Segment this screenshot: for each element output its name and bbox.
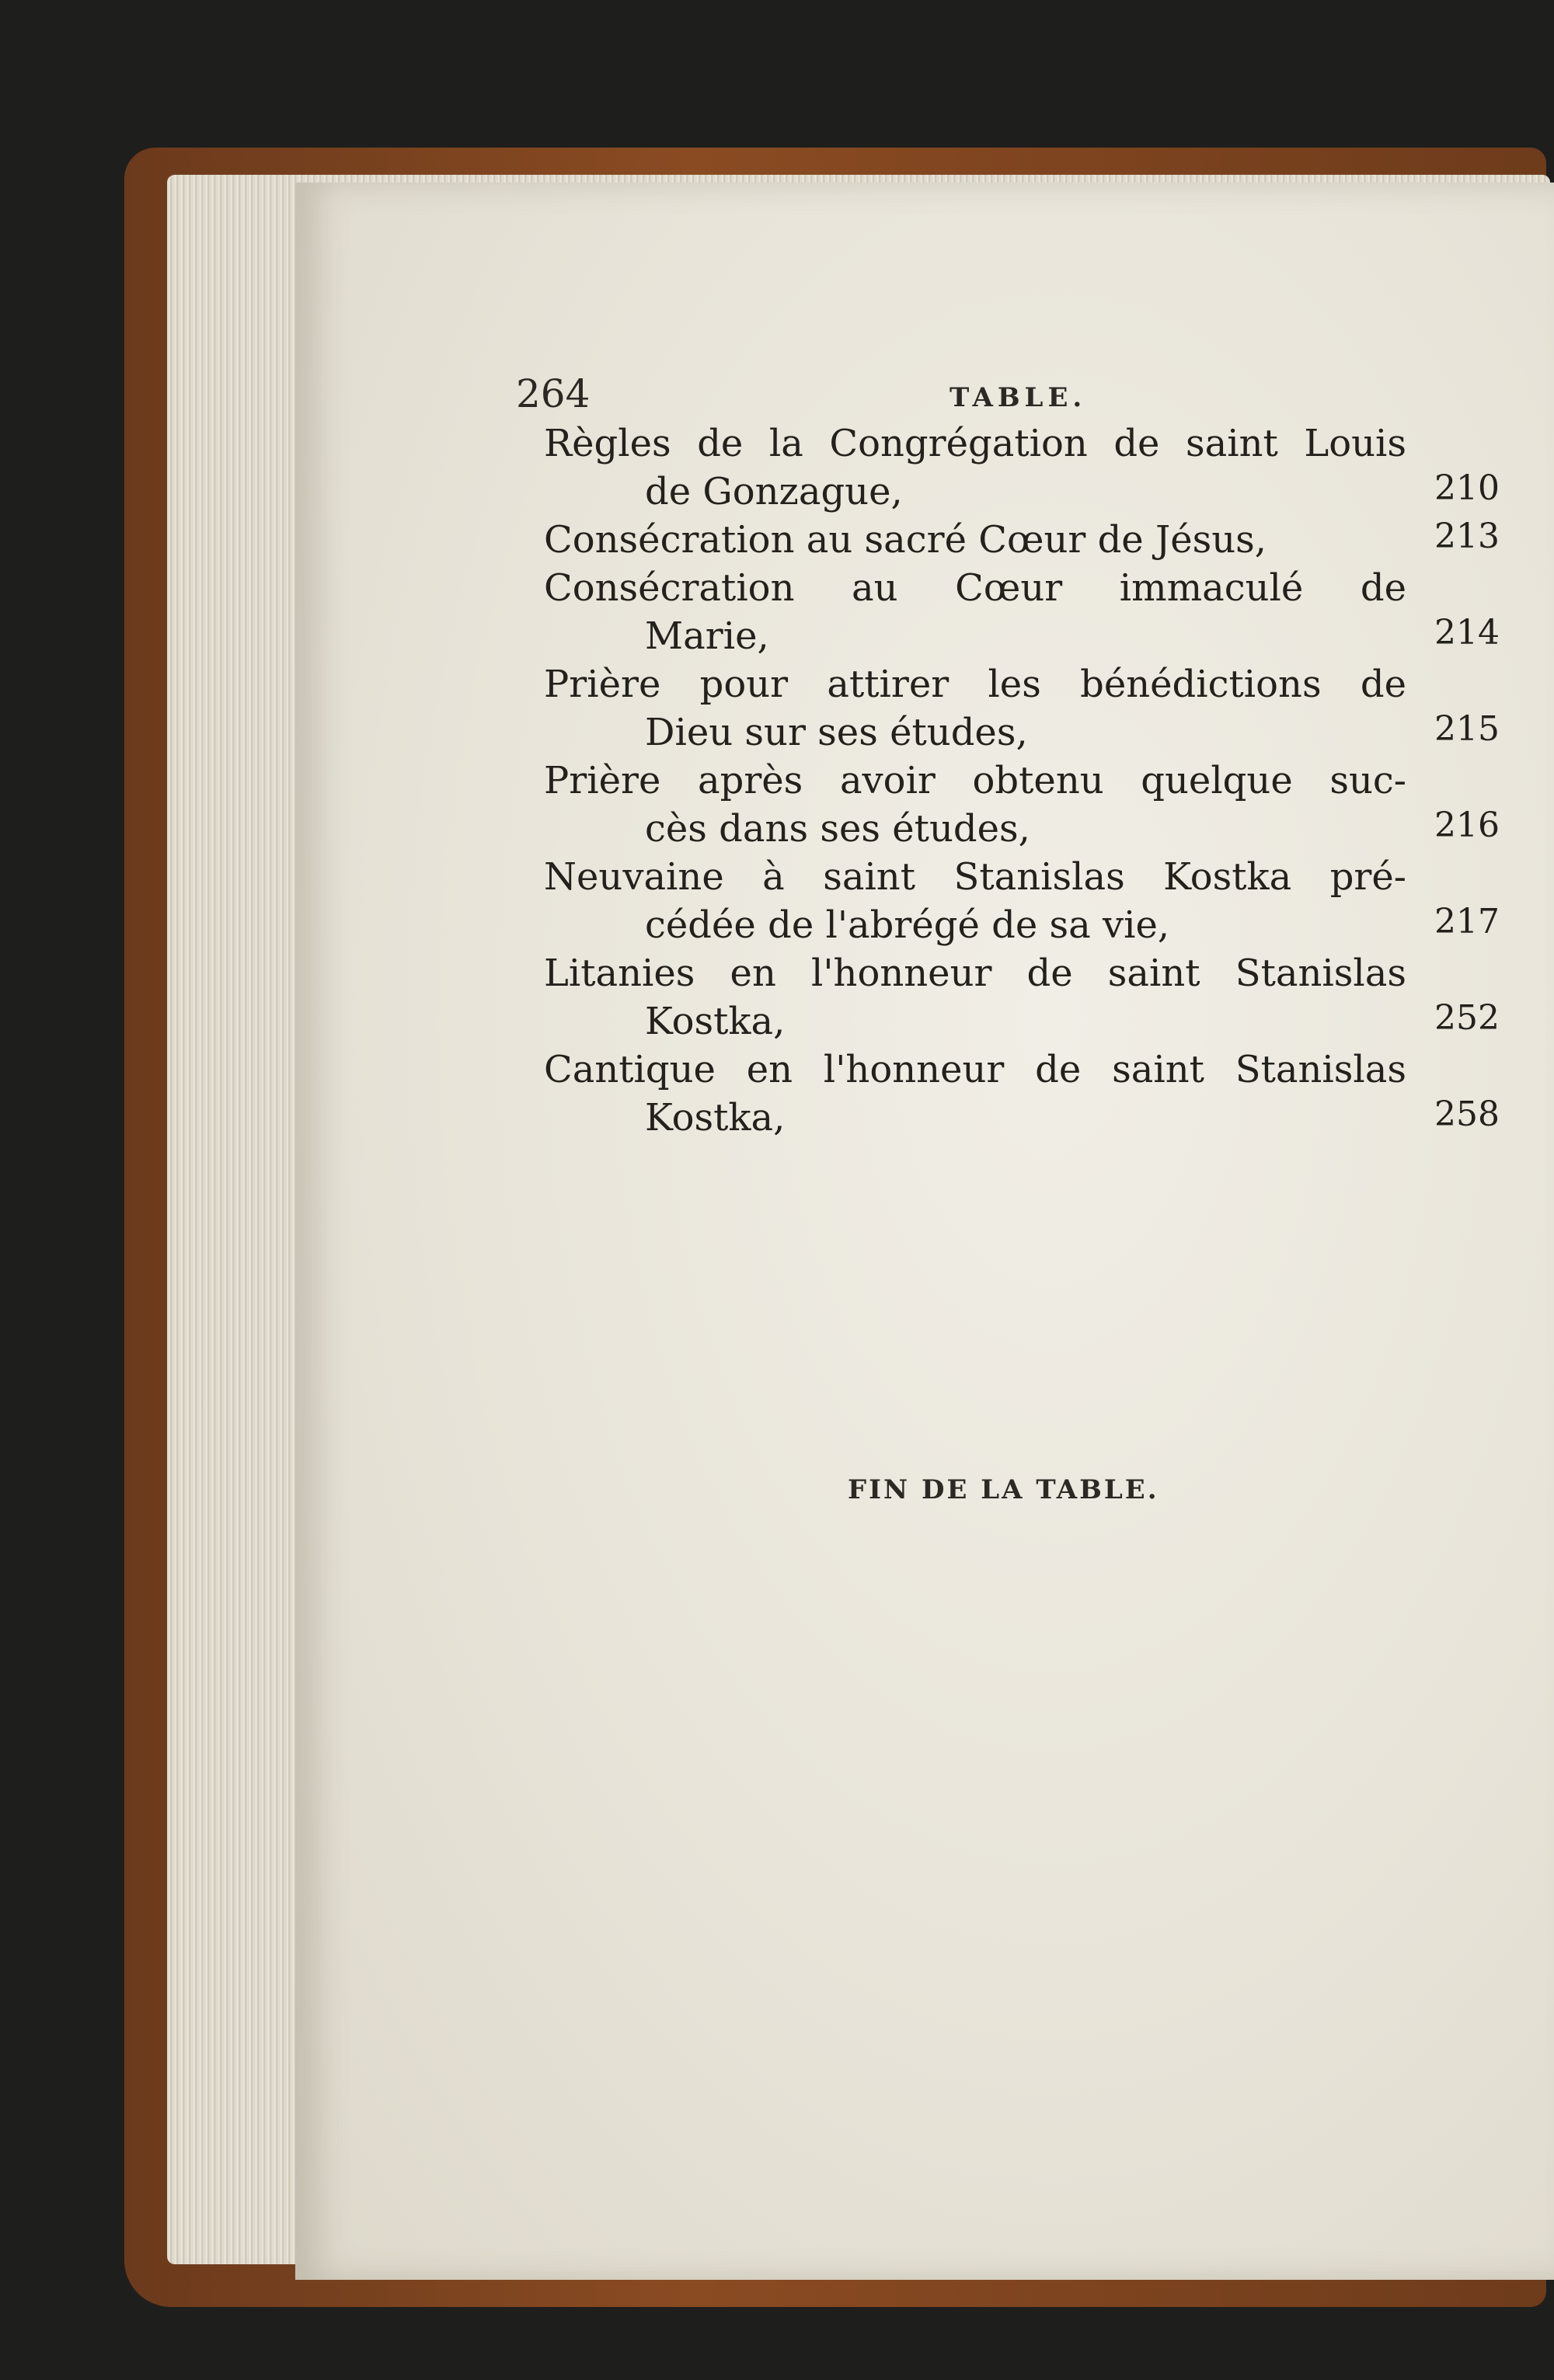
toc-entry-line: Prière après avoir obtenu quelque suc- [544,759,1406,802]
toc-entry [544,949,1500,1046]
toc-entry-line: Neuvaine à saint Stanislas Kostka pré- [544,855,1406,899]
toc-entry-line: Consécration au Cœur immaculé de [544,566,1406,610]
page-number: 264 [516,371,591,416]
toc-page-number: 215 [1434,709,1500,749]
toc-entry-line: Règles de la Congrégation de saint Louis [544,422,1406,465]
toc-page-number: 217 [1434,902,1500,941]
toc-page-number: 213 [1434,517,1500,556]
running-head: TABLE. [949,382,1087,413]
page-header [516,371,1408,418]
toc-entry [544,516,1500,564]
toc-page-number: 216 [1434,806,1500,845]
toc-entry [544,1046,1500,1142]
toc-entry-line: Kostka, [645,1000,786,1043]
toc-page-number: 210 [1434,468,1500,508]
toc-entry [544,660,1500,757]
toc-page-number: 252 [1434,998,1500,1038]
toc-entry-line: Kostka, [645,1096,786,1140]
toc-entry [544,564,1500,660]
table-of-contents [544,419,1500,1142]
toc-entry-line: Dieu sur ses études, [645,711,1028,754]
toc-entry-line: cédée de l'abrégé de sa vie, [645,903,1170,947]
toc-entry-line: Prière pour attirer les bénédictions de [544,663,1406,706]
toc-entry-line: Consécration au sacré Cœur de Jésus, [544,518,1267,562]
toc-entry-line: Litanies en l'honneur de saint Stanislas [544,952,1406,995]
toc-entry-line: Marie, [645,614,769,658]
toc-entry-line: cès dans ses études, [645,807,1030,851]
toc-entry [544,853,1500,949]
toc-entry-line: Cantique en l'honneur de saint Stanislas [544,1048,1406,1091]
toc-entry [544,757,1500,853]
toc-entry-line: de Gonzague, [645,470,903,513]
toc-entry [544,419,1500,516]
toc-page-number: 214 [1434,613,1500,652]
end-of-table: FIN DE LA TABLE. [848,1474,1159,1505]
toc-page-number: 258 [1434,1094,1500,1134]
